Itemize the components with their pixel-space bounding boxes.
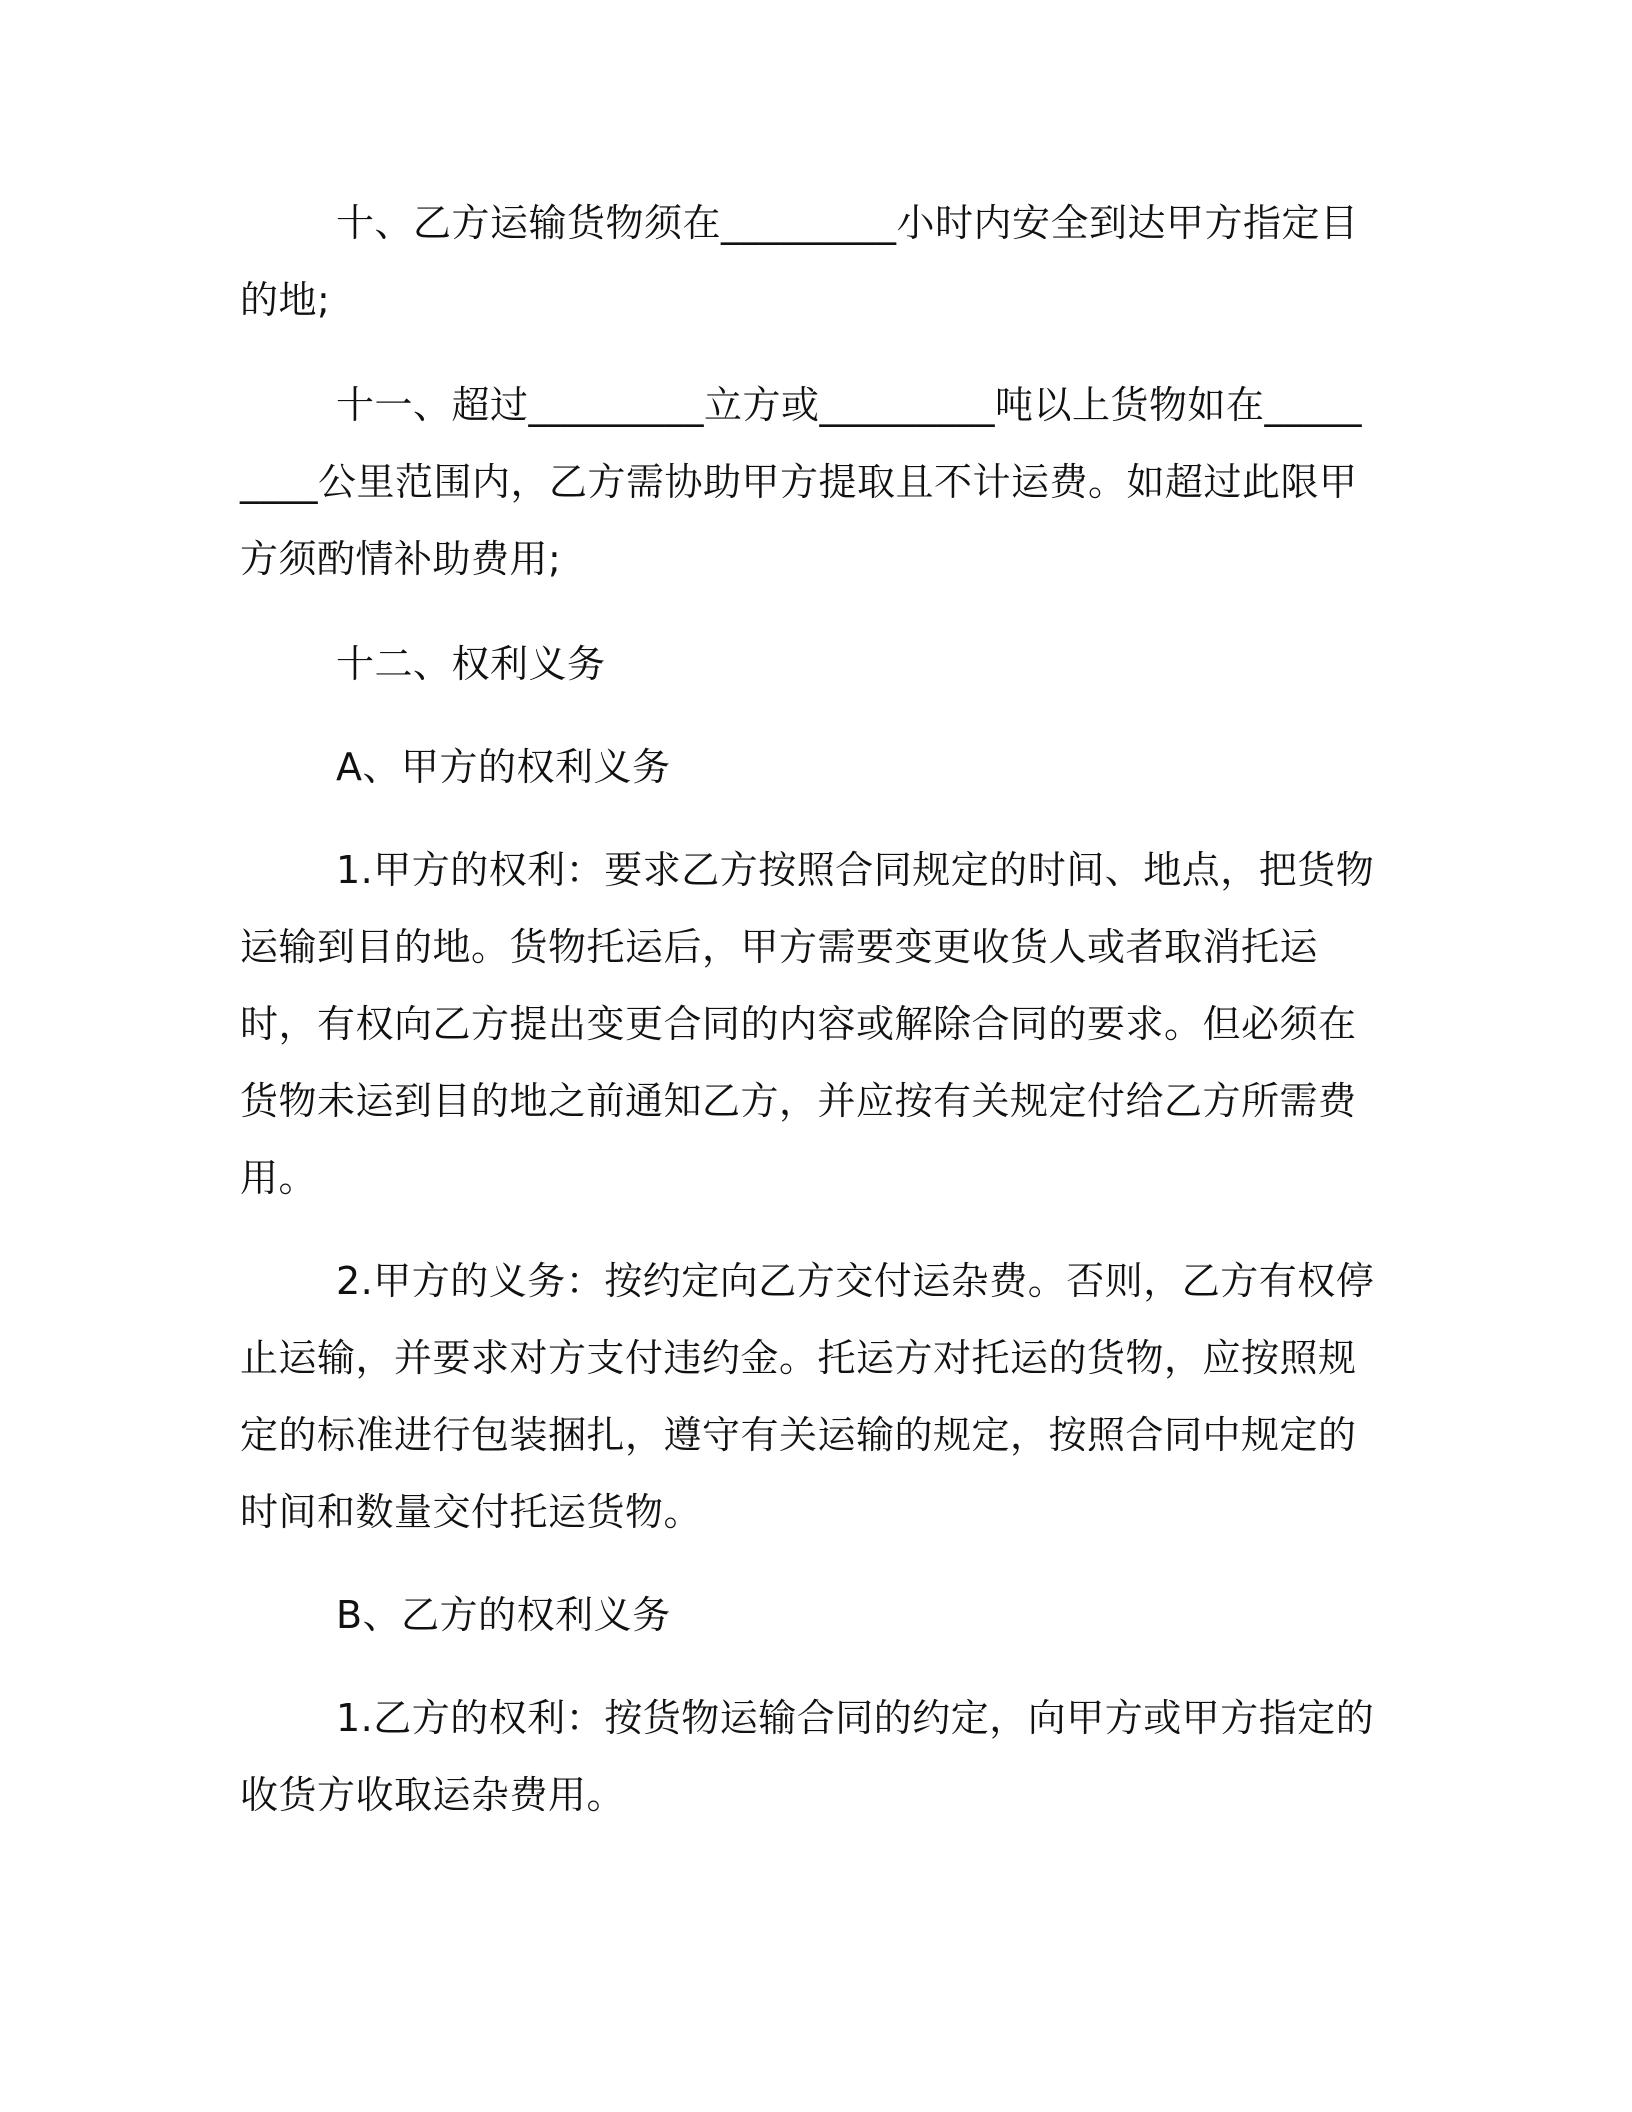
section-a-heading: A、甲方的权利义务 <box>336 745 671 789</box>
party-b-rights-paragraph: 1.乙方的权利：按货物运输合同的约定，向甲方或甲方指定的收货方收取运杂费用。 <box>240 1696 1375 1817</box>
party-a-obligations-paragraph: 2.甲方的义务：按约定向乙方交付运杂费。否则，乙方有权停止运输，并要求对方支付违约金。托运方对托运的货物，应按照规定的标准进行包装捆扎，遵守有关运输的规定，按照合同中规定的时间和数量交付托运货物。 <box>240 1259 1375 1534</box>
document-body <box>240 185 1380 1834</box>
clause-10-paragraph: 十、乙方运输货物须在_________小时内安全到达甲方指定目的地; <box>240 201 1359 322</box>
section-b-heading: B、乙方的权利义务 <box>336 1593 671 1637</box>
clause-12-heading: 十二、权利义务 <box>336 642 606 686</box>
party-a-rights-paragraph: 1.甲方的权利：要求乙方按照合同规定的时间、地点，把货物运输到目的地。货物托运后，甲方需要变更收货人或者取消托运时，有权向乙方提出变更合同的内容或解除合同的要求。但必须在货物未运到目的地之前通知乙方，并应按有关规定付给乙方所需费用。 <box>240 848 1375 1200</box>
clause-11-paragraph: 十一、超过_________立方或_________吨以上货物如在_________公里范围内，乙方需协助甲方提取且不计运费。如超过此限甲方须酌情补助费用; <box>240 383 1363 581</box>
